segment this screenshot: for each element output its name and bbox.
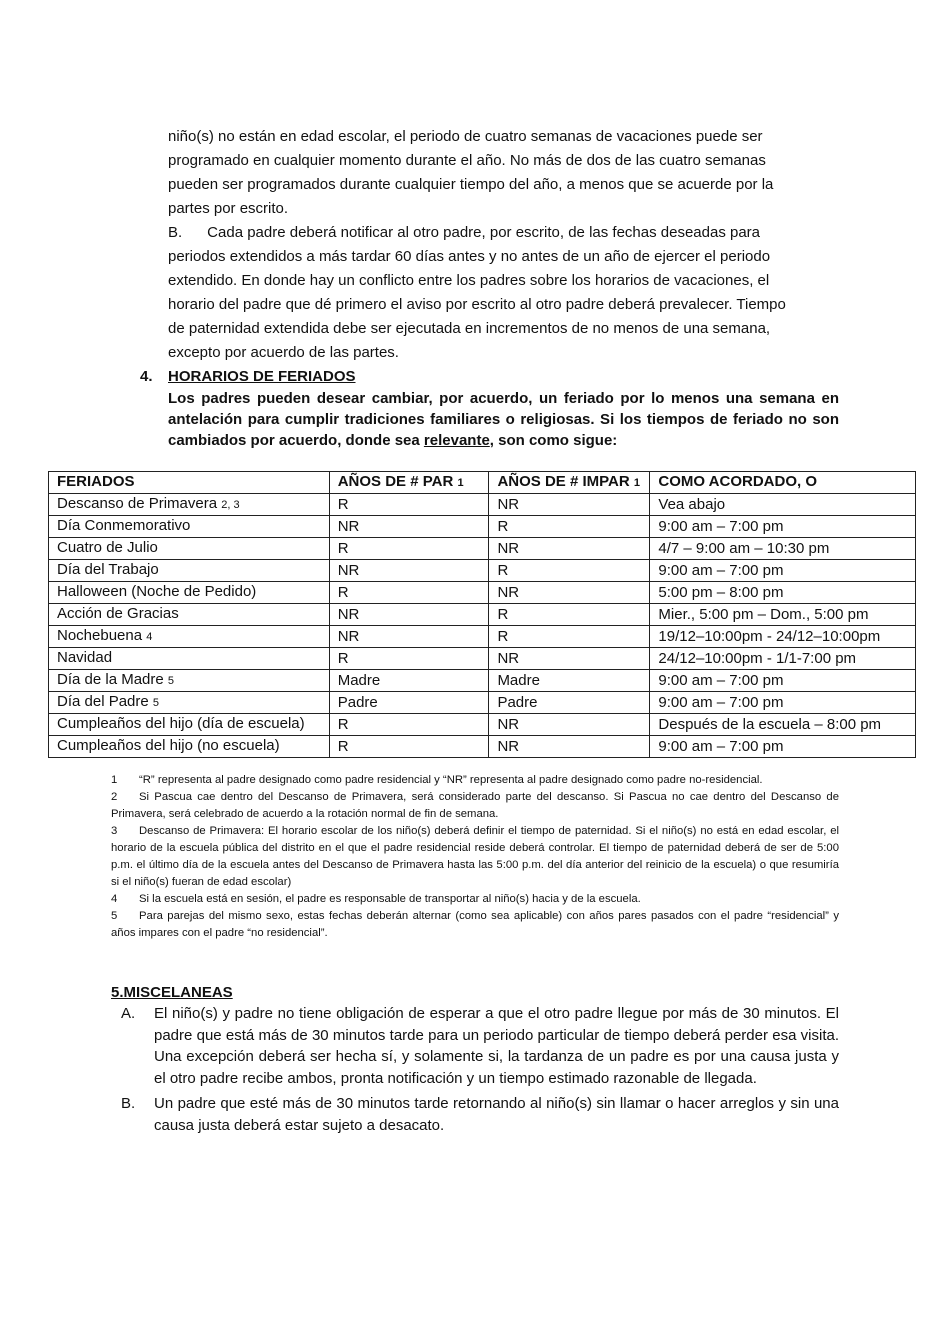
table-header-row <box>49 472 916 494</box>
footnote <box>111 823 839 891</box>
even-year-cell: NR <box>329 560 489 582</box>
section-4-text-end: , son como sigue: <box>489 432 618 449</box>
odd-year-cell: R <box>489 516 650 538</box>
holiday-cell: Día del Padre 5 <box>49 692 330 714</box>
even-year-cell: R <box>329 538 489 560</box>
holiday-cell: Acción de Gracias <box>49 604 330 626</box>
intro-line: pueden ser programados durante cualquier tiempo del año, a menos que se acuerde por la <box>168 176 774 193</box>
agreed-cell: 9:00 am – 7:00 pm <box>650 670 916 692</box>
intro-line: periodos extendidos a más tardar 60 días antes y no antes de un año de ejercer el periodo <box>168 248 771 265</box>
footnote-text: Si Pascua cae dentro del Descanso de Primavera, será considerado parte del descanso. Si Pascua no cae dentro del Descanso de Primavera, será celebrado de acuerdo a la rotación normal de fin de semana. <box>111 791 839 820</box>
section-5-list <box>121 1003 839 1140</box>
intro-line: extendido. En donde hay un conflicto entre los padres sobre los horarios de vacaciones, el <box>168 272 770 289</box>
list-item <box>121 1003 839 1089</box>
holiday-cell: Nochebuena 4 <box>49 626 330 648</box>
footnote-number: 3 <box>111 825 118 837</box>
table-row <box>49 692 916 714</box>
header-odd-years: AÑOS DE # IMPAR 1 <box>489 472 650 494</box>
footnote <box>111 908 839 942</box>
odd-year-cell: NR <box>489 494 650 516</box>
section-4-paragraph <box>168 388 839 451</box>
agreed-cell: 24/12–10:00pm - 1/1-7:00 pm <box>650 648 916 670</box>
intro-line: de paternidad extendida debe ser ejecutada en incrementos de no menos de una semana, <box>168 320 771 337</box>
table-row <box>49 670 916 692</box>
table-row <box>49 648 916 670</box>
list-item <box>121 1093 839 1136</box>
list-text: Un padre que esté más de 30 minutos tarde retornando al niño(s) sin llamar o hacer arreglos y sin una causa justa deberá estar sujeto a desacato. <box>154 1095 839 1134</box>
agreed-cell: 9:00 am – 7:00 pm <box>650 736 916 758</box>
table-row <box>49 736 916 758</box>
holiday-cell: Descanso de Primavera 2, 3 <box>49 494 330 516</box>
holiday-cell: Cumpleaños del hijo (día de escuela) <box>49 714 330 736</box>
odd-year-cell: NR <box>489 648 650 670</box>
holiday-cell: Navidad <box>49 648 330 670</box>
footnote-number: 5 <box>111 910 118 922</box>
section-4-heading <box>140 366 356 388</box>
table-row <box>49 494 916 516</box>
intro-line: excepto por acuerdo de las partes. <box>168 344 399 361</box>
odd-year-cell: Madre <box>489 670 650 692</box>
section-4-title: HORARIOS DE FERIADOS <box>168 368 356 385</box>
section-4-text: Los padres pueden desear cambiar, por acuerdo, un feriado por lo menos una semana en antelación para cumplir tradiciones familiares o religiosas. Si los tiempos de feriado no son cambiados por acuerdo, donde sea <box>168 390 839 449</box>
agreed-cell: 9:00 am – 7:00 pm <box>650 516 916 538</box>
header-agreed: COMO ACORDADO, O <box>650 472 916 494</box>
holiday-cell: Cumpleaños del hijo (no escuela) <box>49 736 330 758</box>
table-row <box>49 560 916 582</box>
table-row <box>49 582 916 604</box>
even-year-cell: R <box>329 648 489 670</box>
odd-year-cell: NR <box>489 736 650 758</box>
holiday-cell: Día de la Madre 5 <box>49 670 330 692</box>
table-row <box>49 604 916 626</box>
table-row <box>49 516 916 538</box>
section-4-number: 4. <box>140 368 153 385</box>
even-year-cell: NR <box>329 626 489 648</box>
header-holiday: FERIADOS <box>49 472 330 494</box>
holiday-cell: Halloween (Noche de Pedido) <box>49 582 330 604</box>
agreed-cell: 4/7 – 9:00 am – 10:30 pm <box>650 538 916 560</box>
even-year-cell: R <box>329 494 489 516</box>
even-year-cell: R <box>329 582 489 604</box>
footnote-text: Si la escuela está en sesión, el padre es responsable de transportar al niño(s) hacia y de la escuela. <box>139 893 641 905</box>
even-year-cell: NR <box>329 604 489 626</box>
odd-year-cell: R <box>489 560 650 582</box>
header-even-years: AÑOS DE # PAR 1 <box>329 472 489 494</box>
even-year-cell: Padre <box>329 692 489 714</box>
footnote-number: 2 <box>111 791 118 803</box>
intro-line: partes por escrito. <box>168 200 289 217</box>
intro-line: horario del padre que dé primero el aviso por escrito al otro padre deberá prevalecer. Tiempo <box>168 296 786 313</box>
footnotes <box>111 772 839 942</box>
agreed-cell: 9:00 am – 7:00 pm <box>650 692 916 714</box>
agreed-cell: 9:00 am – 7:00 pm <box>650 560 916 582</box>
footnote-number: 4 <box>111 893 118 905</box>
section-4-underlined-word: relevante <box>423 432 490 449</box>
agreed-cell: 19/12–10:00pm - 24/12–10:00pm <box>650 626 916 648</box>
section-5-heading: 5.MISCELANEAS <box>111 984 233 1001</box>
table-row <box>49 538 916 560</box>
holiday-cell: Cuatro de Julio <box>49 538 330 560</box>
intro-paragraph <box>168 125 848 365</box>
list-letter: B. <box>121 1095 136 1112</box>
footnote-text: “R” representa al padre designado como padre residencial y “NR” representa al padre designado como padre no-residencial. <box>139 774 763 786</box>
footnote-text: Descanso de Primavera: El horario escolar de los niño(s) deberá definir el tiempo de paternidad. Si el niño(s) no está en edad escolar, el horario de la escuela pública del distrito en el que el padre residencial reside deberá controlar. El tiempo de paternidad deberá de ser de 5:00 p.m. el último día de la escuela antes del Descanso de Primavera hasta las 5:00 p.m. del día anterior del reinicio de la escuela) o que resumiría si el niño(s) fueran de edad escolar) <box>111 825 839 888</box>
list-letter: A. <box>121 1005 136 1022</box>
intro-line: niño(s) no están en edad escolar, el periodo de cuatro semanas de vacaciones puede ser <box>168 128 763 145</box>
odd-year-cell: NR <box>489 582 650 604</box>
footnote <box>111 789 839 823</box>
agreed-cell: 5:00 pm – 8:00 pm <box>650 582 916 604</box>
even-year-cell: NR <box>329 516 489 538</box>
footnote <box>111 772 839 789</box>
odd-year-cell: NR <box>489 714 650 736</box>
odd-year-cell: NR <box>489 538 650 560</box>
even-year-cell: R <box>329 714 489 736</box>
agreed-cell: Después de la escuela – 8:00 pm <box>650 714 916 736</box>
holiday-schedule-table <box>48 471 916 758</box>
intro-line: programado en cualquier momento durante el año. No más de dos de las cuatro semanas <box>168 152 766 169</box>
holiday-cell: Día Conmemorativo <box>49 516 330 538</box>
table-row <box>49 714 916 736</box>
footnote-number: 1 <box>111 774 118 786</box>
footnote-text: Para parejas del mismo sexo, estas fechas deberán alternar (como sea aplicable) con años pares pasados con el padre “residencial” y años impares con el padre “no residencial”. <box>111 910 839 939</box>
odd-year-cell: R <box>489 604 650 626</box>
list-text: El niño(s) y padre no tiene obligación de esperar a que el otro padre llegue por más de 30 minutos. El padre que está más de 30 minutos tarde para un periodo particular de tiempo deberá perder esa visita. Una excepción deberá ser hecha sí, y solamente si, la tardanza de un padre es por una causa justa y el otro padre recibe ambos, pronta notificación y un tiempo estimado razonable de llegada. <box>154 1005 839 1087</box>
odd-year-cell: Padre <box>489 692 650 714</box>
footnote <box>111 891 839 908</box>
even-year-cell: Madre <box>329 670 489 692</box>
intro-line: B. Cada padre deberá notificar al otro padre, por escrito, de las fechas deseadas para <box>168 224 761 241</box>
table-row <box>49 626 916 648</box>
even-year-cell: R <box>329 736 489 758</box>
agreed-cell: Vea abajo <box>650 494 916 516</box>
odd-year-cell: R <box>489 626 650 648</box>
agreed-cell: Mier., 5:00 pm – Dom., 5:00 pm <box>650 604 916 626</box>
holiday-cell: Día del Trabajo <box>49 560 330 582</box>
